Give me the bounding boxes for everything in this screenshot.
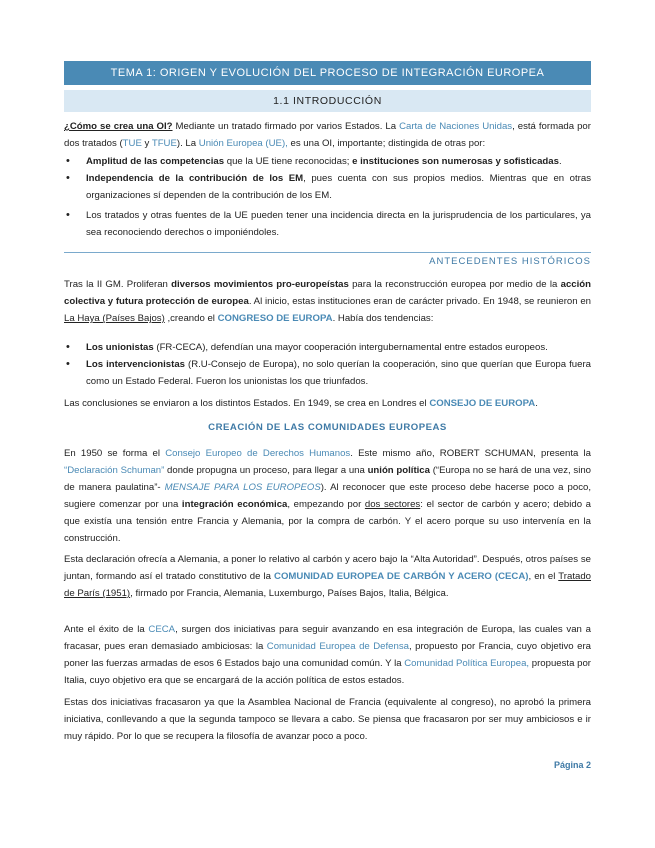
text: . Había dos tendencias: <box>332 313 434 324</box>
tfue-term: TFUE <box>151 138 177 149</box>
highlight-ceca: COMUNIDAD EUROPEA DE CARBÓN Y ACERO (CECA) <box>274 571 529 582</box>
list-item <box>64 207 591 241</box>
text: , en el <box>528 571 559 582</box>
text: para la reconstrucción europea por medio de la <box>348 279 561 290</box>
text: En 1950 se forma el <box>64 448 166 459</box>
text: Las conclusiones se enviaron a los distintos Estados. En 1949, se crea en Londres el <box>64 398 430 409</box>
list-item <box>64 339 591 356</box>
list-item <box>64 356 591 390</box>
text: ). Al reconocer que este proceso debe hacerse poco a poco, sugiere comenzar por una <box>64 482 591 510</box>
intro-question: ¿Cómo se crea una OI? <box>64 121 173 132</box>
underlined-text: dos sectores <box>364 499 421 510</box>
text: es una OI, importante; distingida de otras por: <box>287 138 486 149</box>
text: ). La <box>176 138 199 149</box>
text: . <box>558 156 562 167</box>
chapter-title: TEMA 1: ORIGEN Y EVOLUCIÓN DEL PROCESO DE INTEGRACIÓN EUROPEA <box>64 61 591 85</box>
ue-term: Unión Europea (UE), <box>198 138 288 149</box>
text: donde propugna un proceso, para llegar a una <box>164 465 368 476</box>
page-number: Página 2 <box>553 760 591 770</box>
text: , firmado por Francia, Alemania, Luxemburgo, Países Bajos, Italia, Bélgica. <box>130 588 449 599</box>
bold-text: Los unionistas <box>86 342 154 353</box>
highlight-term: Comunidad Política Europea, <box>404 658 530 669</box>
section-divider <box>64 252 591 253</box>
creacion-paragraph-1 <box>64 445 591 547</box>
bullet-list-features <box>64 153 591 241</box>
text: Esta declaración ofrecía a Alemania, a poner lo relativo al carbón y acero bajo la “Alta Autoridad”. Después, otros países se juntan, formando así el tratado constitutivo de la <box>64 554 591 582</box>
section-subtitle: 1.1 INTRODUCCIÓN <box>64 90 591 112</box>
text: Tras la II GM. Proliferan <box>64 279 172 290</box>
text: (FR-CECA), defendían una mayor cooperación intergubernamental entre estados europeos. <box>153 342 548 353</box>
bold-text: unión política <box>367 465 430 476</box>
bullet-list-tendencias <box>64 339 591 390</box>
intro-paragraph <box>64 118 591 152</box>
text: (R.U-Consejo de Europa), no solo querían la cooperación, sino que querían que Europa fuera como un Estado Federal. Fueron los unionistas los que triunfados. <box>86 359 591 387</box>
bold-text: Los intervencionistas <box>86 359 185 370</box>
text: . Este mismo año, ROBERT SCHUMAN, presenta la <box>350 448 591 459</box>
link-carta-naciones-unidas: Carta de Naciones Unidas <box>399 121 513 132</box>
highlight-term: CECA <box>148 624 176 635</box>
highlight-term: “Declaración Schuman” <box>64 465 165 476</box>
bold-text: Independencia de la contribución de los EM <box>86 173 304 184</box>
text: , empezando por <box>287 499 365 510</box>
text: que la UE tiene reconocidas; <box>224 156 353 167</box>
text: Ante el éxito de la <box>64 624 149 635</box>
text: , está formada por dos tratados ( <box>64 121 591 149</box>
highlight-term: MENSAJE PARA LOS EUROPEOS <box>164 482 321 493</box>
creacion-paragraph-3 <box>64 621 591 689</box>
underlined-text: La Haya (Países Bajos) <box>64 313 165 324</box>
bold-text: acción colectiva y futura protección de europea <box>64 279 592 307</box>
text: propuesta por Italia, cuyo objetivo era que se encargará de la acción política de estos estados. <box>64 658 591 686</box>
highlight-term: Consejo Europeo de Derechos Humanos <box>165 448 351 459</box>
highlight-term: Comunidad Europea de Defensa <box>266 641 409 652</box>
conclusiones-paragraph <box>64 395 591 412</box>
text: , propuesto por Francia, cuyo objetivo era poner las fuerzas armadas de esos 6 Estados bajo una comunidad común. Y la <box>64 641 591 669</box>
text: : el sector de carbón y acero; debido a que existía una tensión entre Francia y Alemania, por la compra de carbón. Y el acero porque su uso intervenía en la construcción. <box>64 499 592 544</box>
text: Estas dos iniciativas fracasaron ya que la Asamblea Nacional de Francia (equivalente al congreso), no aprobó la primera iniciativa, conllevando a que la segunda tampoco se llevara a cabo. Se piensa que fracasaron por ser muy ambiciosos e ir muy rápido. Por lo que se recupera la filosofía de avanzar poco a poco. <box>64 697 591 742</box>
list-item <box>64 153 591 170</box>
creacion-paragraph-4 <box>64 694 591 745</box>
bold-text: integración económica <box>181 499 288 510</box>
section-heading-creacion: CREACIÓN DE LAS COMUNIDADES EUROPEAS <box>208 422 447 433</box>
text: . <box>535 398 538 409</box>
section-heading-antecedentes: ANTECEDENTES HISTÓRICOS <box>429 256 591 267</box>
text: ,creando el <box>164 313 218 324</box>
underlined-text: Tratado de París (1951) <box>64 571 591 599</box>
text: Mediante un tratado firmado por varios Estados. La <box>172 121 400 132</box>
bold-text: e instituciones son numerosas y sofisticadas <box>352 156 559 167</box>
bold-text: Amplitud de las competencias <box>86 156 225 167</box>
bold-text: diversos movimientos pro-europeístas <box>171 279 349 290</box>
text: (“Europa no se hará de una vez, sino de manera paulatina”- <box>64 465 592 493</box>
tue-term: TUE <box>122 138 142 149</box>
text: . Al inicio, estas instituciones eran de carácter privado. En 1948, se reunieron en <box>248 296 592 307</box>
antecedentes-paragraph <box>64 276 591 327</box>
highlight-congreso: CONGRESO DE EUROPA <box>217 313 333 324</box>
highlight-consejo: CONSEJO DE EUROPA <box>429 398 536 409</box>
text: , pues cuenta con sus propios medios. Mientras que en otras organizaciones sí dependen de la contribución de los EM. <box>86 173 591 201</box>
text: Los tratados y otras fuentes de la UE pueden tener una incidencia directa en la jurisprudencia de los particulares, ya sea reconociendo derechos o imponiéndoles. <box>86 210 591 238</box>
text: , surgen dos iniciativas para seguir avanzando en esa integración de Europa, las cuales van a fracasar, pues eran demasiado ambiciosas: la <box>64 624 591 652</box>
creacion-paragraph-2 <box>64 551 591 602</box>
list-item <box>64 170 591 204</box>
text: y <box>141 138 152 149</box>
